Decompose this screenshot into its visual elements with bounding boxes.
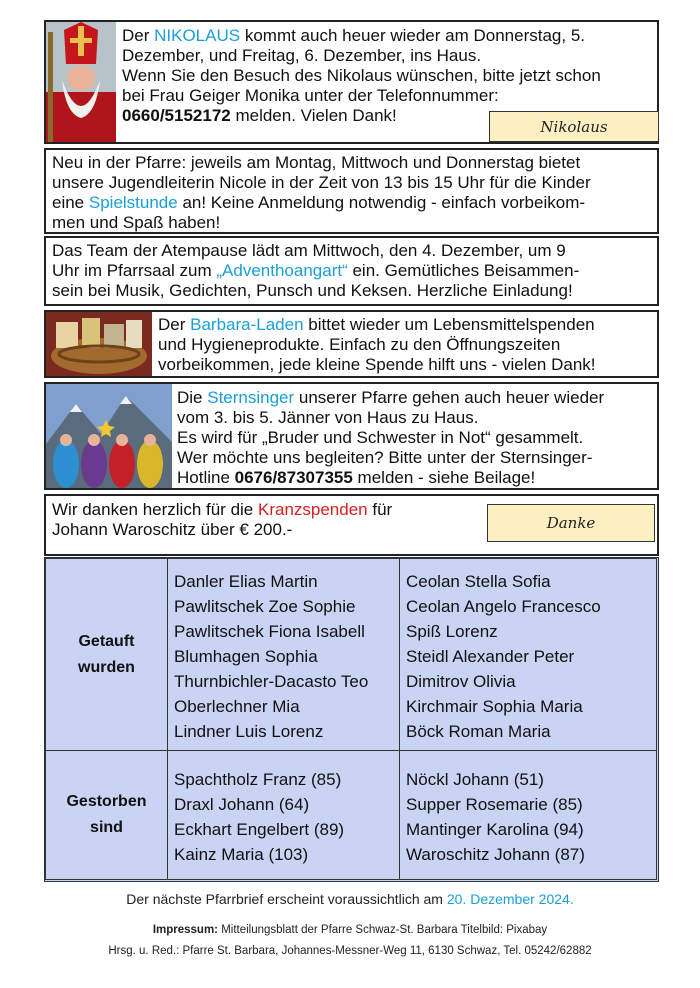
barbara-line-2: und Hygieneprodukte. Einfach zu den Öffnungszeiten [158,335,561,354]
sternsinger-phone: 0676/87307355 [234,468,353,487]
deceased-name: Draxl Johann (64) [174,795,310,814]
baptism-name: Danler Elias Martin [174,572,318,591]
barbara-highlight: Barbara-Laden [190,315,304,334]
sternsinger-photo [46,384,172,488]
registry-table [44,557,659,882]
barbara-section [44,310,659,378]
deceased-name: Nöckl Johann (51) [406,770,544,789]
nikolaus-highlight: NIKOLAUS [154,26,241,45]
spielstunde-highlight: Spielstunde [88,193,178,212]
baptism-name: Böck Roman Maria [406,722,551,741]
nikolaus-line-4: bei Frau Geiger Monika unter der Telefonnummer: [122,86,499,105]
getauft-label: Getauft wurden [45,558,168,751]
kranz-highlight: Kranzspenden [257,500,368,519]
next-issue-note: Der nächste Pfarrbrief erscheint voraussichtlich am 20. Dezember 2024. [126,891,574,907]
nikolaus-photo [46,22,116,142]
baptism-name: Pawlitschek Zoe Sophie [174,597,356,616]
publisher-info: Hrsg. u. Red.: Pfarre St. Barbara, Johannes-Messner-Weg 11, 6130 Schwaz, Tel. 05242/62882 [108,945,592,957]
spielstunde-line-3: eine Spielstunde an! Keine Anmeldung notwendig - einfach vorbeikom- [52,193,586,212]
sternsinger-line-1: Die Sternsinger unserer Pfarre gehen auch heuer wieder [177,388,605,407]
sternsinger-line-4: Wer möchte uns begleiten? Bitte unter der Sternsinger- [177,448,593,467]
barbara-line-3: vorbeikommen, jede kleine Spende hilft uns - vielen Dank! [158,355,596,374]
baptism-name: Dimitrov Olivia [406,672,516,691]
barbara-photo [46,312,152,376]
impressum: Impressum: Mitteilungsblatt der Pfarre Schwaz-St. Barbara Titelbild: Pixabay [152,924,548,936]
gestorben-label: Gestorben sind [45,750,168,880]
nikolaus-line-5: 0660/5152172 melden. Vielen Dank! [122,106,397,125]
sternsinger-line-2: vom 3. bis 5. Jänner von Haus zu Haus. [177,408,479,427]
deceased-name: Supper Rosemarie (85) [406,795,583,814]
spielstunde-line-1: Neu in der Pfarre: jeweils am Montag, Mittwoch und Donnerstag bietet [52,153,581,172]
spielstunde-line-4: men und Spaß haben! [52,213,221,232]
gestorben-col-1 [167,750,400,880]
danke-tag: Danke [487,504,655,542]
baptism-name: Steidl Alexander Peter [406,647,575,666]
atempause-highlight: „Adventhoangart“ [216,261,348,280]
nikolaus-phone: 0660/5152172 [122,106,231,125]
deceased-name: Kainz Maria (103) [174,845,309,864]
baptism-name: Kirchmair Sophia Maria [406,697,583,716]
deceased-name: Eckhart Engelbert (89) [174,820,345,839]
atempause-line-3: sein bei Musik, Gedichten, Punsch und Keksen. Herzliche Einladung! [52,281,573,300]
spielstunde-section [44,148,659,234]
kranz-line-2: Johann Waroschitz über € 200.- [52,520,293,539]
next-issue-date: 20. Dezember 2024. [446,891,574,907]
spielstunde-line-2: unsere Jugendleiterin Nicole in der Zeit von 13 bis 15 Uhr für die Kinder [52,173,591,192]
getauft-col-1 [167,558,400,751]
atempause-section [44,236,659,306]
baptism-name: Blumhagen Sophia [174,647,318,666]
kranz-line-1: Wir danken herzlich für die Kranzspenden für [52,500,393,519]
kranz-section [44,494,659,556]
gestorben-col-2 [399,750,657,880]
deceased-name: Mantinger Karolina (94) [406,820,584,839]
sternsinger-line-5: Hotline 0676/87307355 melden - siehe Beilage! [177,468,536,487]
getauft-col-2 [399,558,657,751]
atempause-line-1: Das Team der Atempause lädt am Mittwoch, den 4. Dezember, um 9 [52,241,566,260]
baptism-name: Thurnbichler-Dacasto Teo [174,672,369,691]
baptism-name: Ceolan Stella Sofia [406,572,551,591]
nikolaus-line-1: Der NIKOLAUS kommt auch heuer wieder am Donnerstag, 5. [122,26,585,45]
sternsinger-highlight: Sternsinger [207,388,295,407]
baptism-name: Ceolan Angelo Francesco [406,597,601,616]
barbara-line-1: Der Barbara-Laden bittet wieder um Lebensmittelspenden [158,315,595,334]
atempause-line-2: Uhr im Pfarrsaal zum „Adventhoangart“ ein. Gemütliches Beisammen- [52,261,580,280]
baptism-name: Spiß Lorenz [406,622,498,641]
baptism-name: Pawlitschek Fiona Isabell [174,622,365,641]
nikolaus-line-3: Wenn Sie den Besuch des Nikolaus wünschen, bitte jetzt schon [122,66,601,85]
deceased-name: Waroschitz Johann (87) [406,845,585,864]
deceased-name: Spachtholz Franz (85) [174,770,342,789]
baptism-name: Lindner Luis Lorenz [174,722,324,741]
nikolaus-tag: Nikolaus [489,111,659,142]
baptism-name: Oberlechner Mia [174,697,300,716]
sternsinger-section [44,382,659,490]
nikolaus-section [44,20,659,144]
sternsinger-line-3: Es wird für „Bruder und Schwester in Not“ gesammelt. [177,428,584,447]
nikolaus-line-2: Dezember, und Freitag, 6. Dezember, ins Haus. [122,46,482,65]
